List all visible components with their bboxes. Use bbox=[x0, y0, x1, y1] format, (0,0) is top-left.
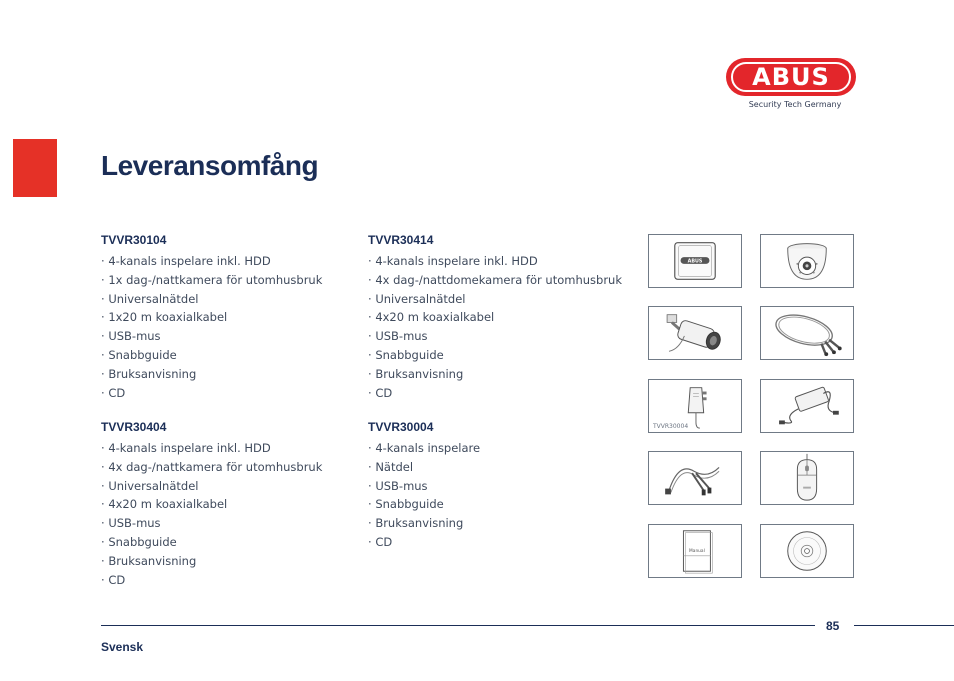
list-item: · 4x dag-/nattkamera för utomhusbruk bbox=[101, 458, 361, 477]
list-item: · 4x20 m koaxialkabel bbox=[368, 308, 628, 327]
section-tvvr30104 bbox=[101, 233, 361, 402]
list-item: · Bruksanvisning bbox=[368, 365, 628, 384]
manual-image bbox=[648, 524, 742, 578]
list-item: · Snabbguide bbox=[368, 495, 628, 514]
usb-mouse-icon bbox=[761, 452, 853, 504]
list-item: · Snabbguide bbox=[368, 346, 628, 365]
list-item: · 4-kanals inspelare inkl. HDD bbox=[101, 252, 361, 271]
footer-rule-left bbox=[101, 625, 815, 626]
model-heading: TVVR30004 bbox=[368, 420, 434, 434]
list-item: · 4-kanals inspelare inkl. HDD bbox=[101, 439, 361, 458]
item-list bbox=[368, 252, 628, 402]
item-list bbox=[101, 252, 361, 402]
list-item: · USB-mus bbox=[101, 327, 361, 346]
list-item: · CD bbox=[101, 384, 361, 403]
footer-rule-right bbox=[854, 625, 954, 626]
adapter-caption: TVVR30004 bbox=[653, 423, 689, 430]
list-item: · Snabbguide bbox=[101, 533, 361, 552]
coax-cable-image bbox=[760, 306, 854, 360]
item-list bbox=[101, 439, 361, 589]
cable-image bbox=[648, 451, 742, 505]
model-heading: TVVR30104 bbox=[101, 233, 167, 247]
page-title: Leveransomfång bbox=[101, 150, 319, 181]
usb-mouse-image bbox=[760, 451, 854, 505]
item-list bbox=[368, 439, 628, 552]
list-item: · 1x dag-/nattkamera för utomhusbruk bbox=[101, 271, 361, 290]
list-item: · 4-kanals inspelare inkl. HDD bbox=[368, 252, 628, 271]
list-item: · Universalnätdel bbox=[101, 477, 361, 496]
list-item: · 1x20 m koaxialkabel bbox=[101, 308, 361, 327]
list-item: · USB-mus bbox=[368, 477, 628, 496]
logo-tagline: Security Tech Germany bbox=[748, 100, 842, 109]
recorder-image bbox=[648, 234, 742, 288]
abus-logo bbox=[726, 58, 856, 110]
list-item: · USB-mus bbox=[368, 327, 628, 346]
page-number: 85 bbox=[826, 619, 840, 633]
red-section-tab bbox=[13, 139, 57, 197]
list-item: · 4x dag-/nattdomekamera för utomhusbruk bbox=[368, 271, 628, 290]
list-item: · 4x20 m koaxialkabel bbox=[101, 495, 361, 514]
dome-camera-icon bbox=[761, 235, 853, 287]
list-item: · Snabbguide bbox=[101, 346, 361, 365]
section-tvvr30004 bbox=[368, 420, 628, 552]
list-item: · 4-kanals inspelare bbox=[368, 439, 628, 458]
recorder-logo: ABUS bbox=[687, 259, 703, 265]
list-item: · Bruksanvisning bbox=[101, 552, 361, 571]
list-item: · Nätdel bbox=[368, 458, 628, 477]
footer-language: Svensk bbox=[101, 640, 144, 654]
list-item: · CD bbox=[368, 533, 628, 552]
list-item: · CD bbox=[368, 384, 628, 403]
logo-oval bbox=[726, 58, 856, 96]
model-heading: TVVR30414 bbox=[368, 233, 434, 247]
logo-text: ABUS bbox=[731, 62, 851, 92]
dome-camera-image bbox=[760, 234, 854, 288]
list-item: · Bruksanvisning bbox=[368, 514, 628, 533]
manual-icon bbox=[649, 525, 741, 577]
coax-cable-icon bbox=[761, 307, 853, 359]
list-item: · CD bbox=[101, 571, 361, 590]
cd-image bbox=[760, 524, 854, 578]
cd-icon bbox=[761, 525, 853, 577]
power-adapter-icon bbox=[761, 380, 853, 432]
recorder-icon bbox=[649, 235, 741, 287]
list-item: · Bruksanvisning bbox=[101, 365, 361, 384]
bullet-camera-image bbox=[648, 306, 742, 360]
bullet-camera-icon bbox=[649, 307, 741, 359]
section-tvvr30404 bbox=[101, 420, 361, 589]
power-adapter-image bbox=[760, 379, 854, 433]
list-item: · Universalnätdel bbox=[368, 290, 628, 309]
section-tvvr30414 bbox=[368, 233, 628, 402]
power-supply-image bbox=[648, 379, 742, 433]
cable-icon bbox=[649, 452, 741, 504]
model-heading: TVVR30404 bbox=[101, 420, 167, 434]
list-item: · USB-mus bbox=[101, 514, 361, 533]
list-item: · Universalnätdel bbox=[101, 290, 361, 309]
manual-label: Manual bbox=[689, 548, 705, 554]
